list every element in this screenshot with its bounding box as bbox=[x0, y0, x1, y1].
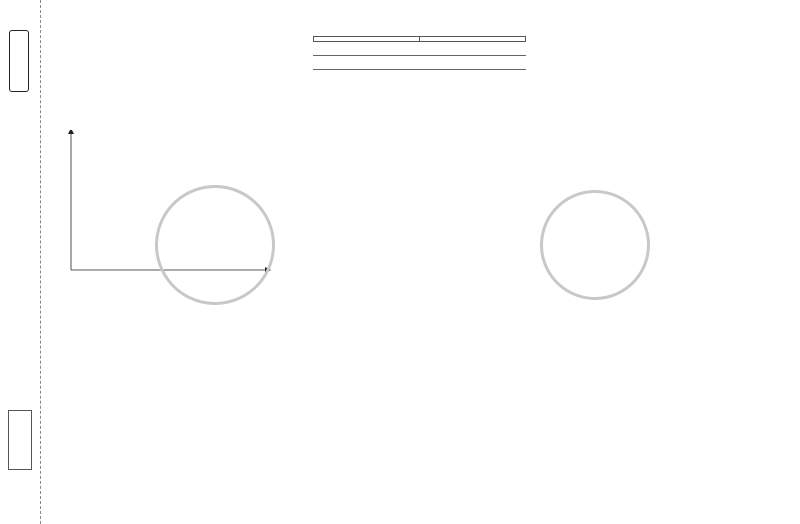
question-16 bbox=[303, 20, 530, 32]
questions-column-1 bbox=[52, 20, 287, 23]
writing-grid[interactable] bbox=[548, 20, 776, 506]
y-axis-arrow bbox=[68, 130, 74, 134]
cut-line bbox=[40, 0, 41, 524]
answer-line-1[interactable] bbox=[313, 42, 526, 56]
answer-line-2[interactable] bbox=[313, 56, 526, 70]
ingredient-left-cell bbox=[314, 37, 420, 42]
brand-badge bbox=[8, 410, 32, 470]
x-axis-arrow bbox=[265, 267, 271, 273]
questions-column-2 bbox=[303, 20, 530, 76]
ingredient-right-cell bbox=[420, 37, 526, 42]
line-chart bbox=[55, 130, 290, 292]
questions-column-1-lower bbox=[52, 296, 287, 299]
binding-margin bbox=[0, 0, 48, 524]
brand-logo bbox=[9, 30, 29, 92]
